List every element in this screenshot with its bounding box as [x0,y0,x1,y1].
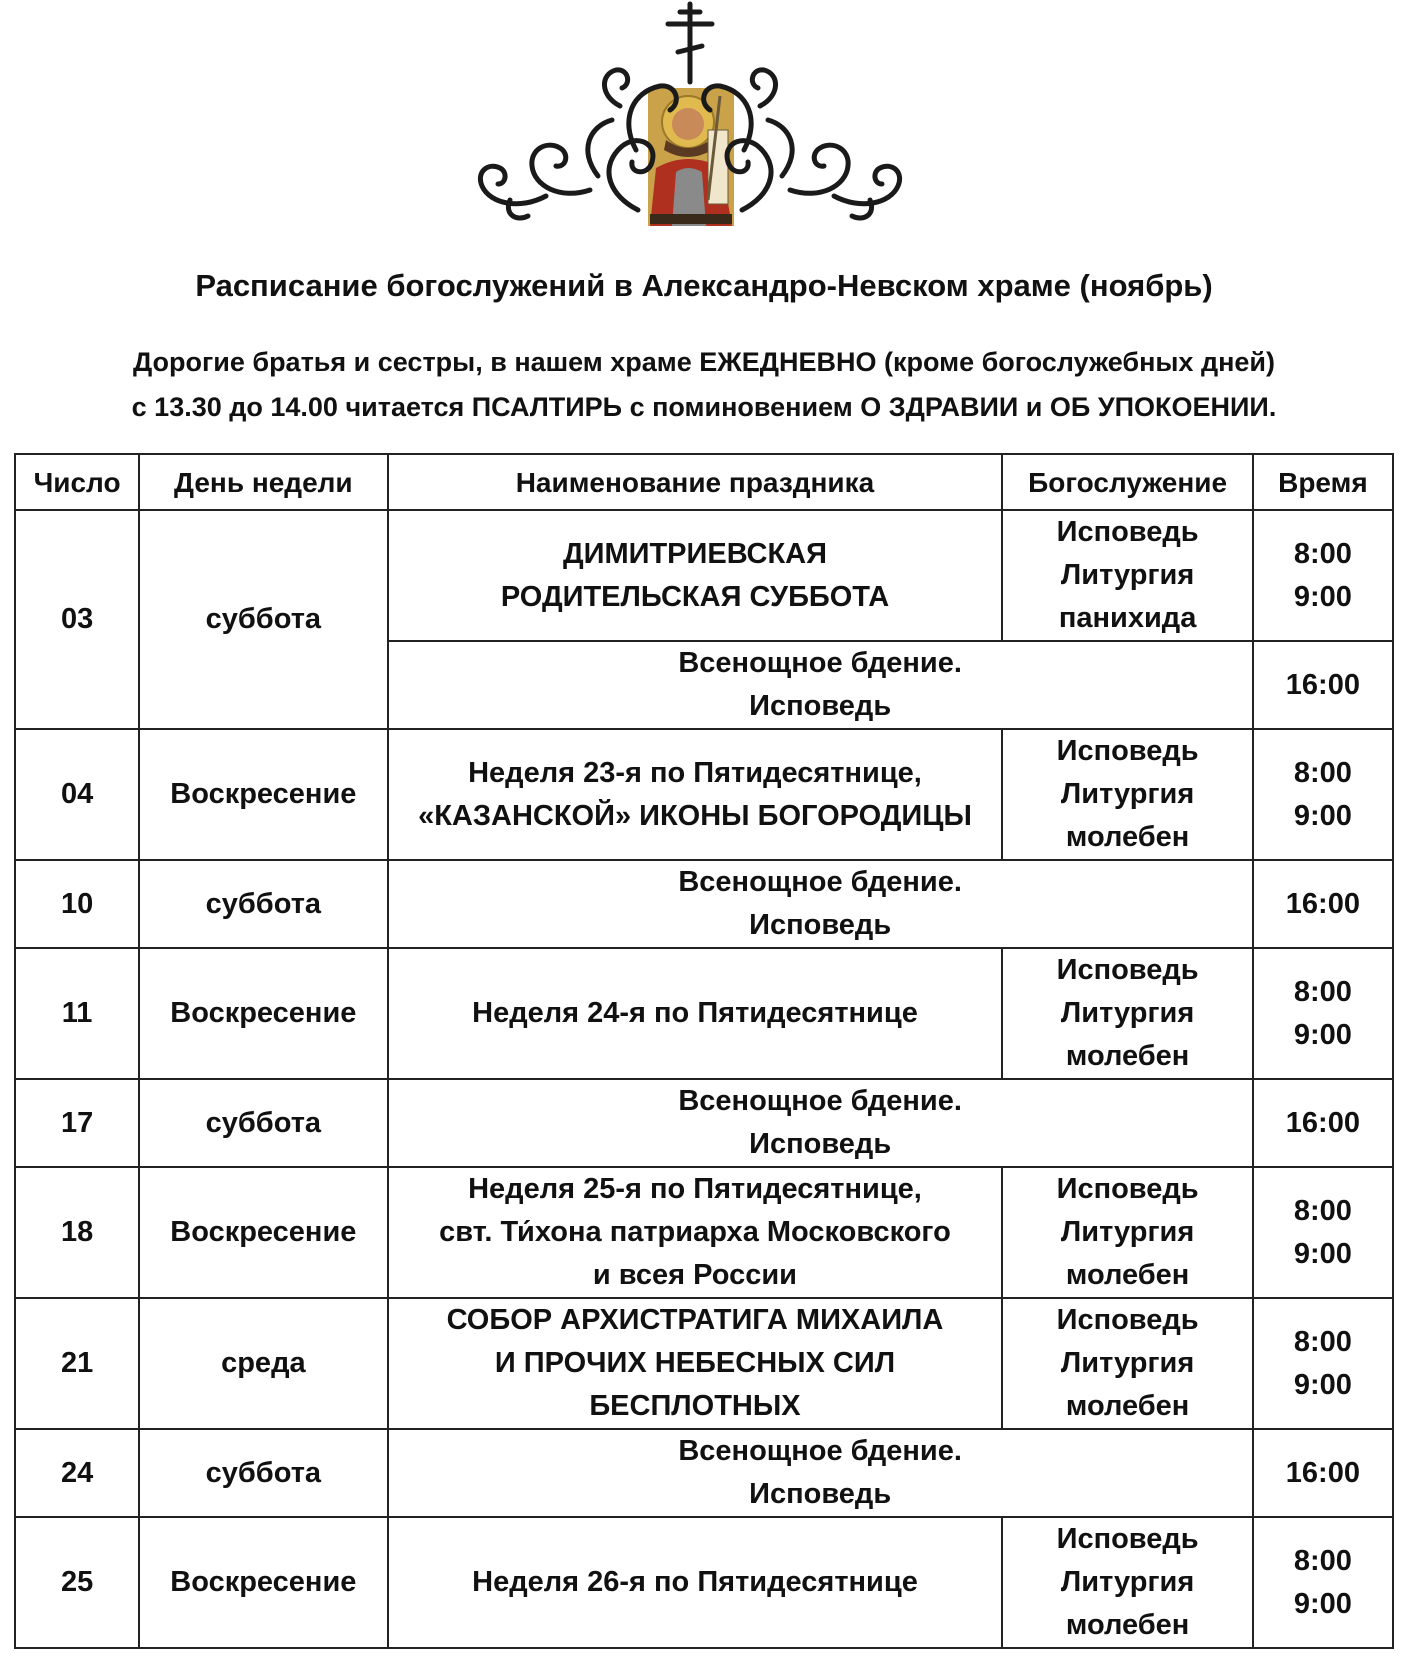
service-line: Литургия [1060,1216,1195,1248]
day-cell: Воскресение [139,1167,387,1298]
time-cell: 16:00 [1253,1429,1393,1517]
vigil-line: Всенощное бдение. [678,647,962,679]
day-cell: суббота [139,1079,387,1167]
time-cell [1253,1167,1393,1298]
vigil-cell [388,1429,1253,1517]
date-cell: 21 [15,1298,139,1429]
time-line: 9:00 [1293,1237,1352,1270]
date-cell: 04 [15,729,139,860]
table-row [15,948,1393,1079]
feast-cell [388,948,1003,1079]
feast-line: Неделя 25-я по Пятидесятнице, [468,1173,922,1205]
feast-line: Неделя 26-я по Пятидесятнице [472,1566,918,1598]
day-cell: суббота [139,860,387,948]
service-cell [1002,948,1252,1079]
time-line: 9:00 [1293,1587,1352,1620]
header-service: Богослужение [1002,454,1252,510]
table-row [15,860,1393,948]
vigil-line: Исповедь [749,690,892,722]
service-line: Исповедь [1056,735,1199,767]
time-cell [1253,1298,1393,1429]
date-cell: 10 [15,860,139,948]
notice [0,340,1408,430]
feast-line: И ПРОЧИХ НЕБЕСНЫХ СИЛ [494,1347,896,1379]
time-cell: 16:00 [1253,641,1393,729]
day-cell: Воскресение [139,729,387,860]
table-row [15,510,1393,641]
day-cell: среда [139,1298,387,1429]
date-cell: 24 [15,1429,139,1517]
time-cell [1253,1517,1393,1648]
time-line: 8:00 [1293,1544,1352,1577]
time-line: 9:00 [1293,580,1352,613]
notice-line: с 13.30 до 14.00 читается ПСАЛТИРЬ с поминовением О ЗДРАВИИ и ОБ УПОКОЕНИИ. [131,392,1277,422]
time-line: 8:00 [1293,1194,1352,1227]
header-time: Время [1253,454,1393,510]
header-feast: Наименование праздника [388,454,1003,510]
header-day: День недели [139,454,387,510]
service-line: Литургия [1060,1347,1195,1379]
date-cell: 25 [15,1517,139,1648]
table-header-row [15,454,1393,510]
time-line: 9:00 [1293,1368,1352,1401]
date-cell: 03 [15,510,139,729]
service-cell [1002,1517,1252,1648]
table-row [15,1517,1393,1648]
date-cell: 18 [15,1167,139,1298]
table-row [15,729,1393,860]
time-line: 8:00 [1293,537,1352,570]
day-cell: Воскресение [139,1517,387,1648]
vigil-line: Всенощное бдение. [678,866,962,898]
vigil-line: Исповедь [749,1478,892,1510]
service-line: молебен [1065,1040,1190,1072]
time-line: 8:00 [1293,975,1352,1008]
schedule-table [14,453,1394,1649]
feast-line: «КАЗАНСКОЙ» ИКОНЫ БОГОРОДИЦЫ [418,799,972,832]
time-cell: 16:00 [1253,1079,1393,1167]
saint-icon [648,88,734,226]
feast-line: ДИМИТРИЕВСКАЯ [562,537,827,570]
feast-cell [388,1298,1003,1429]
feast-line: БЕСПЛОТНЫХ [589,1390,801,1422]
left-ornament [480,70,676,218]
feast-cell [388,510,1003,641]
feast-cell [388,1517,1003,1648]
service-line: молебен [1065,821,1190,853]
service-cell [1002,729,1252,860]
time-line: 8:00 [1293,1325,1352,1358]
day-cell: Воскресение [139,948,387,1079]
table-row [15,1167,1393,1298]
service-line: Литургия [1060,1566,1195,1598]
service-cell [1002,1298,1252,1429]
vigil-line: Всенощное бдение. [678,1435,962,1467]
service-line: Исповедь [1056,1523,1199,1555]
vigil-line: Исповедь [749,1128,892,1160]
service-line: молебен [1065,1390,1190,1422]
day-cell: суббота [139,510,387,729]
notice-line: Дорогие братья и сестры, в нашем храме ЕЖЕДНЕВНО (кроме богослужебных дней) [132,347,1275,377]
service-line: молебен [1065,1609,1190,1641]
time-cell [1253,948,1393,1079]
service-line: Исповедь [1056,1304,1199,1336]
service-line: панихида [1058,602,1197,634]
service-line: Исповедь [1056,1173,1199,1205]
date-cell: 11 [15,948,139,1079]
vigil-cell [388,860,1253,948]
service-cell [1002,510,1252,641]
header-date: Число [15,454,139,510]
time-cell [1253,510,1393,641]
service-line: Литургия [1060,559,1195,591]
emblem [450,0,950,245]
feast-line: и всея России [592,1259,798,1291]
service-line: Исповедь [1056,954,1199,986]
date-cell: 17 [15,1079,139,1167]
vigil-line: Исповедь [749,909,892,941]
service-line: молебен [1065,1259,1190,1291]
vigil-line: Всенощное бдение. [678,1085,962,1117]
time-line: 8:00 [1293,756,1352,789]
time-cell [1253,729,1393,860]
service-line: Исповедь [1056,516,1199,548]
page-title: Расписание богослужений в Александро-Невском храме (ноябрь) [195,268,1213,303]
table-row [15,1298,1393,1429]
feast-cell [388,729,1003,860]
service-cell [1002,1167,1252,1298]
feast-line: РОДИТЕЛЬСКАЯ СУББОТА [500,580,890,613]
feast-cell [388,1167,1003,1298]
service-line: Литургия [1060,997,1195,1029]
feast-line: СОБОР АРХИСТРАТИГА МИХАИЛА [446,1304,944,1336]
vigil-cell [388,1079,1253,1167]
feast-line: свт. Ти́хона патриарха Московского [439,1216,951,1248]
time-cell: 16:00 [1253,860,1393,948]
table-row [15,1079,1393,1167]
day-cell: суббота [139,1429,387,1517]
feast-line: Неделя 24-я по Пятидесятнице [472,997,918,1029]
vigil-cell [388,641,1253,729]
time-line: 9:00 [1293,799,1352,832]
time-line: 9:00 [1293,1018,1352,1051]
service-line: Литургия [1060,778,1195,810]
orthodox-cross-icon [668,4,712,82]
table-row [15,1429,1393,1517]
feast-line: Неделя 23-я по Пятидесятнице, [468,756,922,789]
